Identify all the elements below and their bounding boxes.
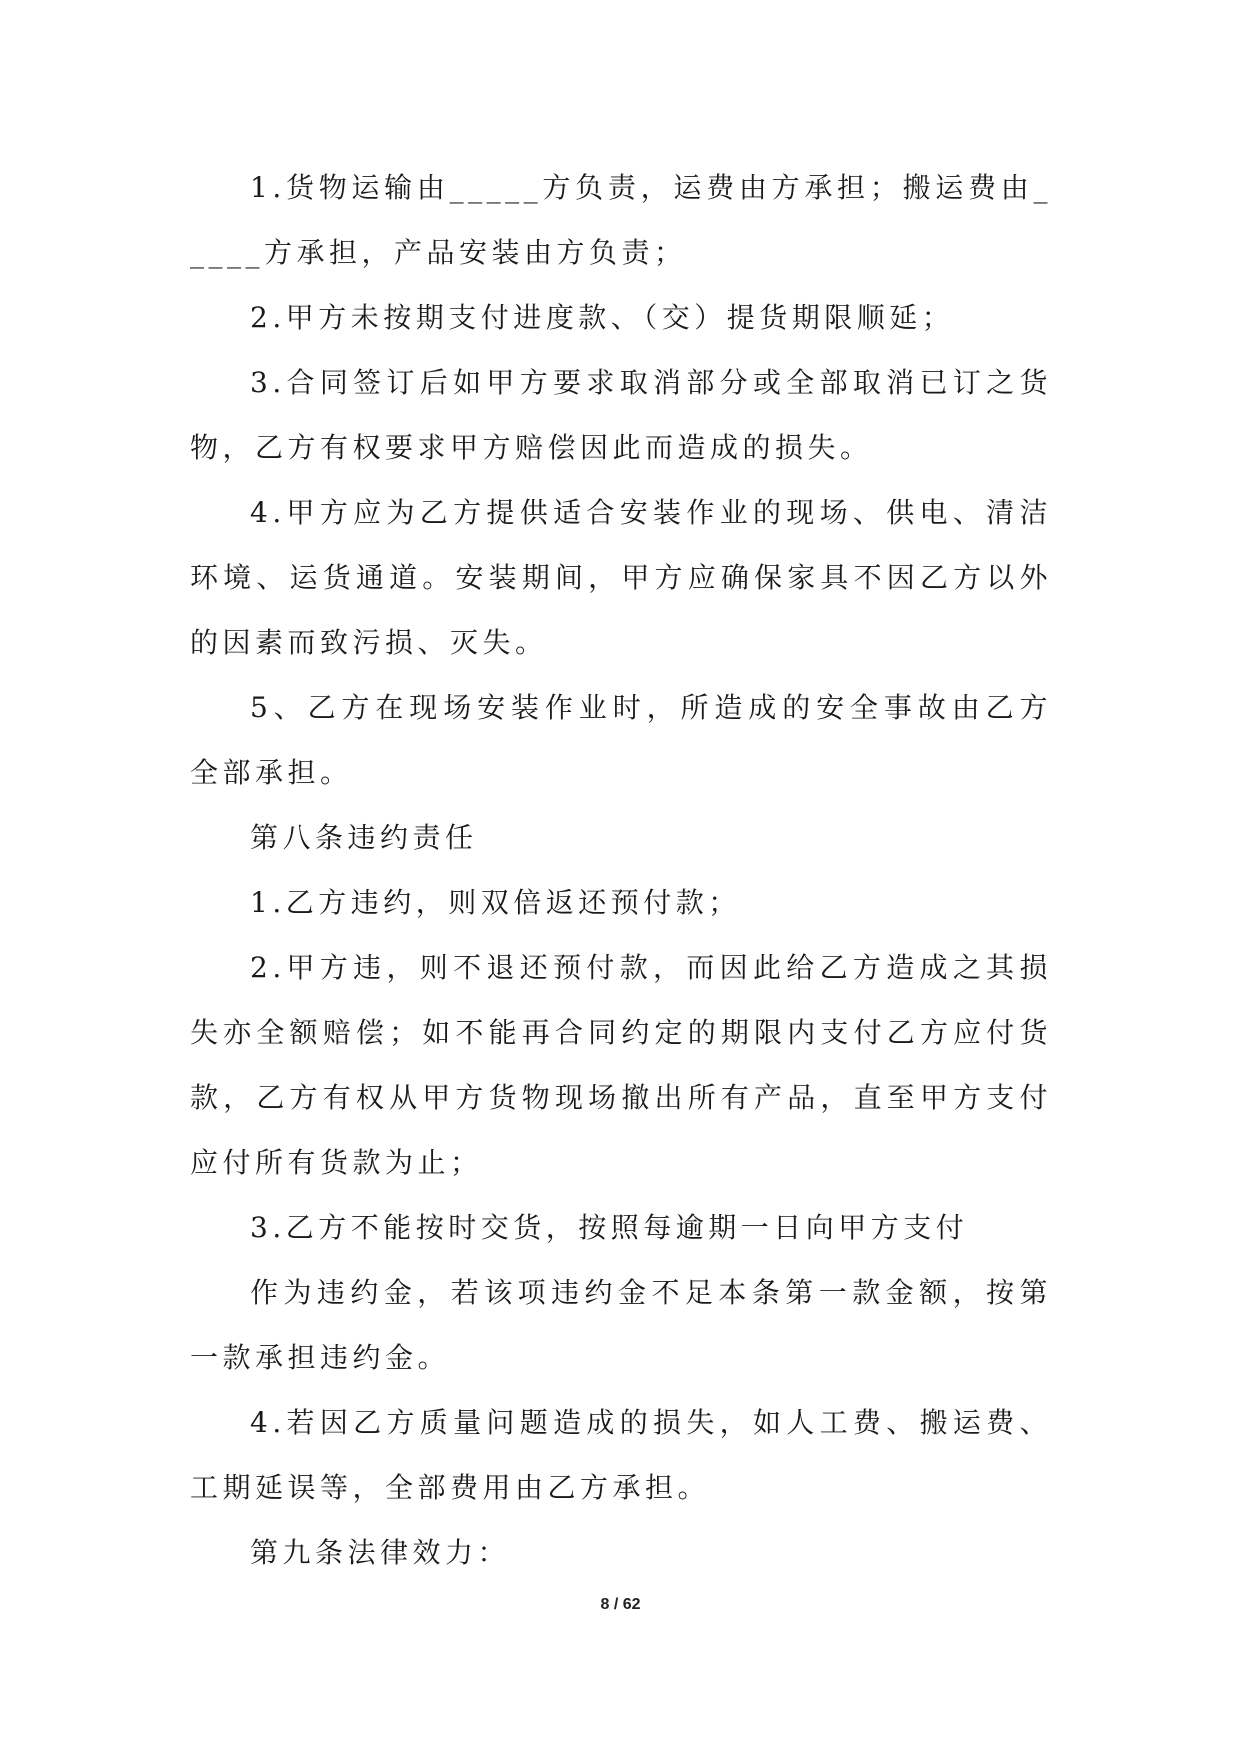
paragraph-party-a-breach: 2.甲方违，则不退还预付款，而因此给乙方造成之其损失亦全额赔偿；如不能再合同约定的期限内支付乙方应付货款，乙方有权从甲方货物现场撤出所有产品，直至甲方支付应付所有货款为止； (190, 951, 1052, 1179)
paragraph-quality-losses: 4.若因乙方质量问题造成的损失，如人工费、搬运费、工期延误等，全部费用由乙方承担。 (190, 1406, 1052, 1504)
paragraph-delivery-extension: 2.甲方未按期支付进度款、（交）提货期限顺延； (250, 301, 955, 334)
paragraph-safety-liability: 5、乙方在现场安装作业时，所造成的安全事故由乙方全部承担。 (190, 691, 1052, 789)
paragraph-order-cancellation: 3.合同签订后如甲方要求取消部分或全部取消已订之货物，乙方有权要求甲方赔偿因此而造成的损失。 (190, 366, 1052, 464)
paragraph-penalty-amount: 作为违约金，若该项违约金不足本条第一款金额，按第一款承担违约金。 (190, 1276, 1052, 1374)
paragraph-party-b-breach: 1.乙方违约，则双倍返还预付款； (250, 886, 741, 919)
section-heading-article-8: 第八条违约责任 (250, 821, 478, 854)
document-body (190, 155, 1052, 1585)
section-heading-article-9: 第九条法律效力： (250, 1536, 511, 1569)
paragraph-transport-terms: 1.货物运输由_____方负责，运费由方承担；搬运费由_____方承担，产品安装由方负责； (190, 171, 1052, 269)
paragraph-late-delivery: 3.乙方不能按时交货，按照每逾期一日向甲方支付 (250, 1211, 969, 1244)
paragraph-site-requirements: 4.甲方应为乙方提供适合安装作业的现场、供电、清洁环境、运货通道。安装期间，甲方应确保家具不因乙方以外的因素而致污损、灭失。 (190, 496, 1052, 659)
page-number: 8 / 62 (600, 1596, 641, 1613)
